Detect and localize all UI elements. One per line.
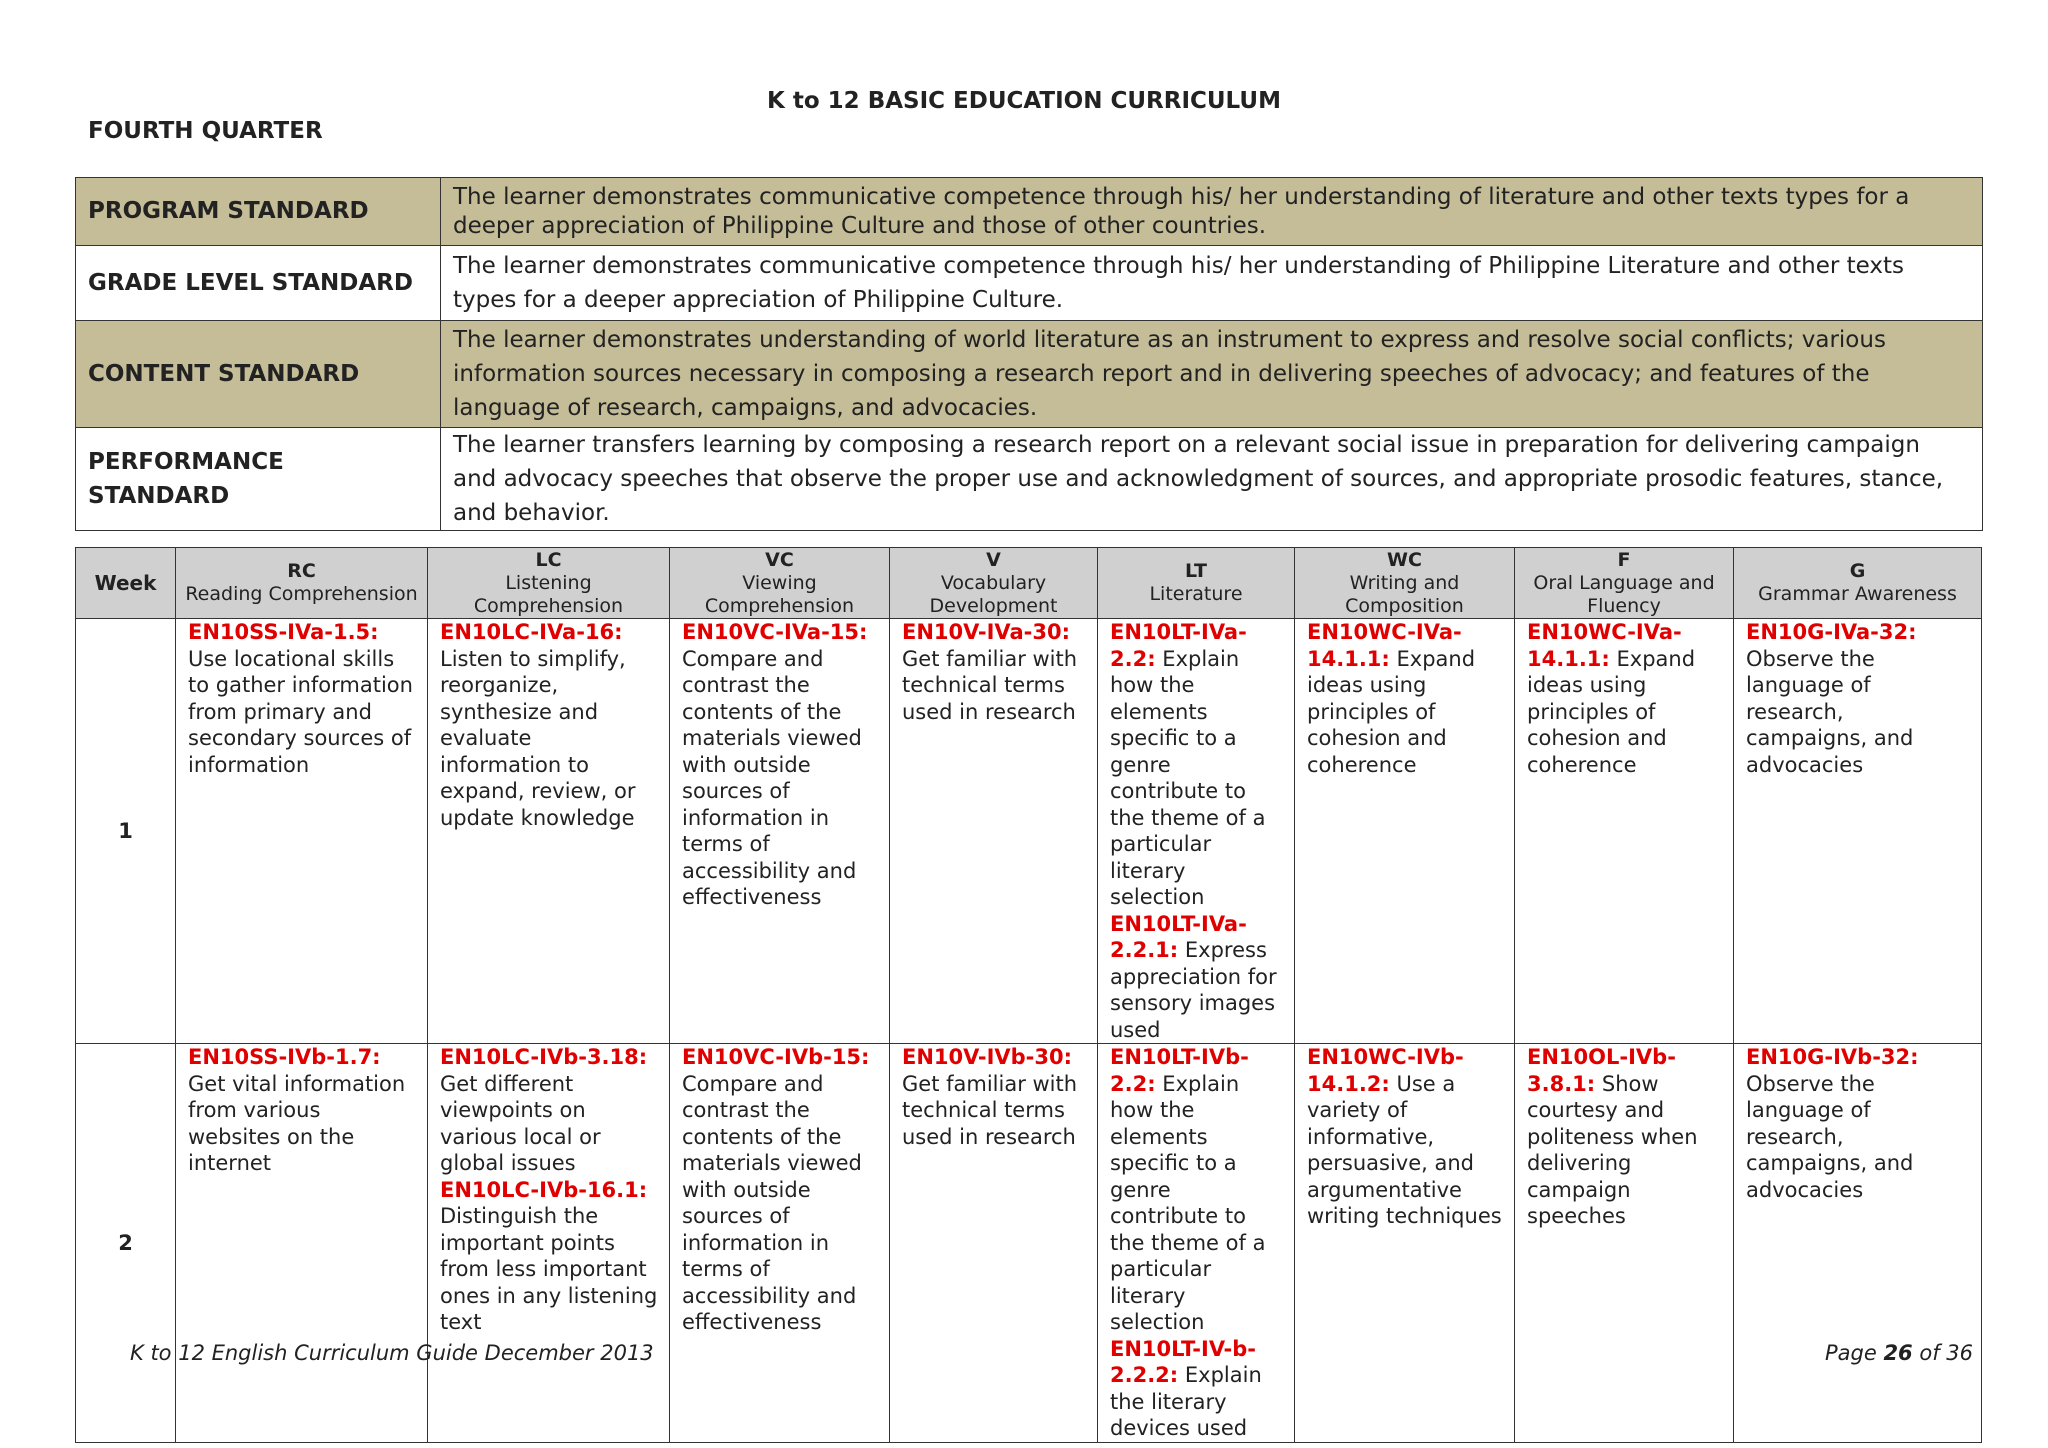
column-code: RC [287,560,316,582]
competency-text: Get familiar with technical terms used in research [902,1071,1078,1149]
competency-text: Express appreciation for sensory images used [1110,938,1277,1042]
standard-label: CONTENT STANDARD [76,321,441,428]
grade-level-standard-row [76,246,1983,321]
column-code: V [986,548,1001,571]
competency-code: EN10WC-IVa-14.1.1: [1307,620,1462,671]
competency-code: EN10LT-IVa-2.2: [1110,620,1247,671]
competency-text: Expand ideas using principles of cohesion and coherence [1307,646,1476,777]
competency-code: EN10LC-IVa-16: [440,620,623,644]
standards-table [75,177,1983,531]
competency [1746,619,1971,778]
column-name: Vocabulary Development [929,571,1058,617]
competency-code: EN10LT-IVb-2.2: [1110,1045,1249,1096]
column-name: Writing and Composition [1345,571,1464,617]
week-header: Week [76,548,176,619]
competency-text: Use a variety of informative, persuasive, and argumentative writing techniques [1307,1071,1502,1228]
performance-standard-row [76,428,1983,531]
competency-code: EN10VC-IVa-15: [682,620,868,644]
competencies-table [75,547,1982,1443]
document-title: K to 12 BASIC EDUCATION CURRICULUM [767,88,1281,114]
v-cell [890,1044,1098,1443]
competency-text: Get vital information from various websites on the internet [188,1071,406,1175]
column-name: Reading Comprehension [185,583,418,605]
competency-text: Explain the literary devices used [1110,1363,1262,1440]
program-standard-row [76,178,1983,246]
week-number: 2 [76,1044,176,1443]
competency-text: Expand ideas using principles of cohesion and coherence [1527,646,1696,777]
content-standard-row [76,321,1983,428]
competency-text: Observe the language of research, campaigns, and advocacies [1746,1071,1914,1202]
competency-code: EN10LT-IV-b-2.2.2: [1110,1336,1257,1387]
lt-header [1098,548,1295,619]
f-cell [1515,1044,1734,1443]
competency-code: EN10G-IVb-32: [1746,1045,1919,1069]
column-name: Grammar Awareness [1758,583,1957,605]
lc-header [428,548,670,619]
competency [682,1044,879,1336]
table-row [76,619,1982,1044]
competency [440,619,659,831]
competency [440,1044,659,1177]
competency-text: Compare and contrast the contents of the materials viewed with outside sources of information in terms of accessibility and effectiveness [682,1071,862,1334]
standard-text: The learner demonstrates understanding of world literature as an instrument to express and resolve social conflicts; various information sources necessary in composing a research report and in delivering speeches of advocacy; and features of the language of research, campaigns, and advocacies. [441,321,1983,428]
competency-text: Explain how the elements specific to a genre contribute to the theme of a particular literary selection [1110,1071,1266,1334]
competency-text: Compare and contrast the contents of the materials viewed with outside sources of information in terms of accessibility and effectiveness [682,646,862,909]
competency [902,1044,1087,1150]
competency [682,619,879,911]
lc-cell [428,1044,670,1443]
table-row [76,1044,1982,1443]
column-code: LC [535,548,562,571]
column-name: Oral Language and Fluency [1533,571,1715,617]
g-header [1734,548,1982,619]
competency-text: Use locational skills to gather information from primary and secondary sources of information [188,646,413,777]
rc-cell [176,1044,428,1443]
column-name: Listening Comprehension [473,571,624,617]
standard-label: PERFORMANCE STANDARD [76,428,441,531]
table-header-row [76,548,1982,619]
vc-cell [670,619,890,1044]
rc-cell [176,619,428,1044]
competency-code: EN10V-IVa-30: [902,620,1071,644]
page-prefix: Page [1824,1341,1877,1365]
competency-text: Distinguish the important points from less important ones in any listening text [440,1204,658,1334]
v-cell [890,619,1098,1044]
competency-text: Observe the language of research, campaigns, and advocacies [1746,646,1914,777]
competency [1110,619,1284,911]
wc-header [1295,548,1515,619]
column-code: WC [1387,548,1422,571]
standard-text: The learner demonstrates communicative competence through his/ her understanding of Philippine Literature and other texts types for a deeper appreciation of Philippine Culture. [441,246,1983,321]
v-header [890,548,1098,619]
competency-code: EN10OL-IVb-3.8.1: [1527,1045,1676,1096]
competency-code: EN10LC-IVb-16.1: [440,1177,648,1202]
competency-code: EN10V-IVb-30: [902,1045,1073,1069]
lt-cell [1098,619,1295,1044]
g-cell [1734,1044,1982,1443]
column-code: VC [765,548,794,571]
footer-guide: K to 12 English Curriculum Guide December 2013 [130,1341,654,1365]
column-name: Literature [1149,583,1243,605]
competency [188,619,417,778]
competency [1746,1044,1971,1203]
competency [1527,1044,1723,1230]
column-code: LT [1185,560,1207,582]
competency-code: EN10LC-IVb-3.18: [440,1045,648,1069]
competency-code: EN10VC-IVb-15: [682,1045,870,1069]
competency-text: Listen to simplify, reorganize, synthesize and evaluate information to expand, review, or update knowledge [440,646,636,830]
competency [1110,1336,1284,1442]
page-total: of 36 [1919,1341,1973,1365]
standard-text: The learner demonstrates communicative competence through his/ her understanding of literature and other texts types for a deeper appreciation of Philippine Culture and those of other countries. [441,178,1983,246]
page-number: 26 [1883,1341,1913,1365]
competency-text: Explain how the elements specific to a genre contribute to the theme of a particular literary selection [1110,646,1266,909]
column-code: F [1617,548,1631,571]
standard-text: The learner transfers learning by composing a research report on a relevant social issue in preparation for delivering campaign and advocacy speeches that observe the proper use and acknowledgment of sources, and appropriate prosodic features, stance, and behavior. [441,428,1983,531]
lt-cell [1098,1044,1295,1443]
competency [440,1177,659,1336]
g-cell [1734,619,1982,1044]
f-cell [1515,619,1734,1044]
wc-cell [1295,1044,1515,1443]
footer-page [1825,1341,1973,1365]
competency-code: EN10WC-IVb-14.1.2: [1307,1045,1464,1096]
vc-cell [670,1044,890,1443]
competency [1307,1044,1504,1230]
competency [1307,619,1504,778]
competency [1110,911,1284,1044]
week-number: 1 [76,619,176,1044]
standard-label: GRADE LEVEL STANDARD [76,246,441,321]
competency-code: EN10G-IVa-32: [1746,620,1917,644]
rc-header [176,548,428,619]
competency [1527,619,1723,778]
competency-code: EN10SS-IVa-1.5: [188,620,379,644]
competency-code: EN10WC-IVa-14.1.1: [1527,620,1682,671]
wc-cell [1295,619,1515,1044]
competency-text: Show courtesy and politeness when delivering campaign speeches [1527,1071,1698,1228]
quarter-label: FOURTH QUARTER [88,118,323,144]
competency-text: Get familiar with technical terms used in research [902,646,1078,724]
competency [1110,1044,1284,1336]
competency-code: EN10LT-IVa-2.2.1: [1110,911,1247,962]
competency [902,619,1087,725]
competency-code: EN10SS-IVb-1.7: [188,1045,381,1069]
vc-header [670,548,890,619]
column-code: G [1849,560,1866,582]
column-name: Viewing Comprehension [704,571,855,617]
standard-label: PROGRAM STANDARD [76,178,441,246]
competency [188,1044,417,1177]
lc-cell [428,619,670,1044]
f-header [1515,548,1734,619]
competency-text: Get different viewpoints on various local or global issues [440,1071,601,1175]
